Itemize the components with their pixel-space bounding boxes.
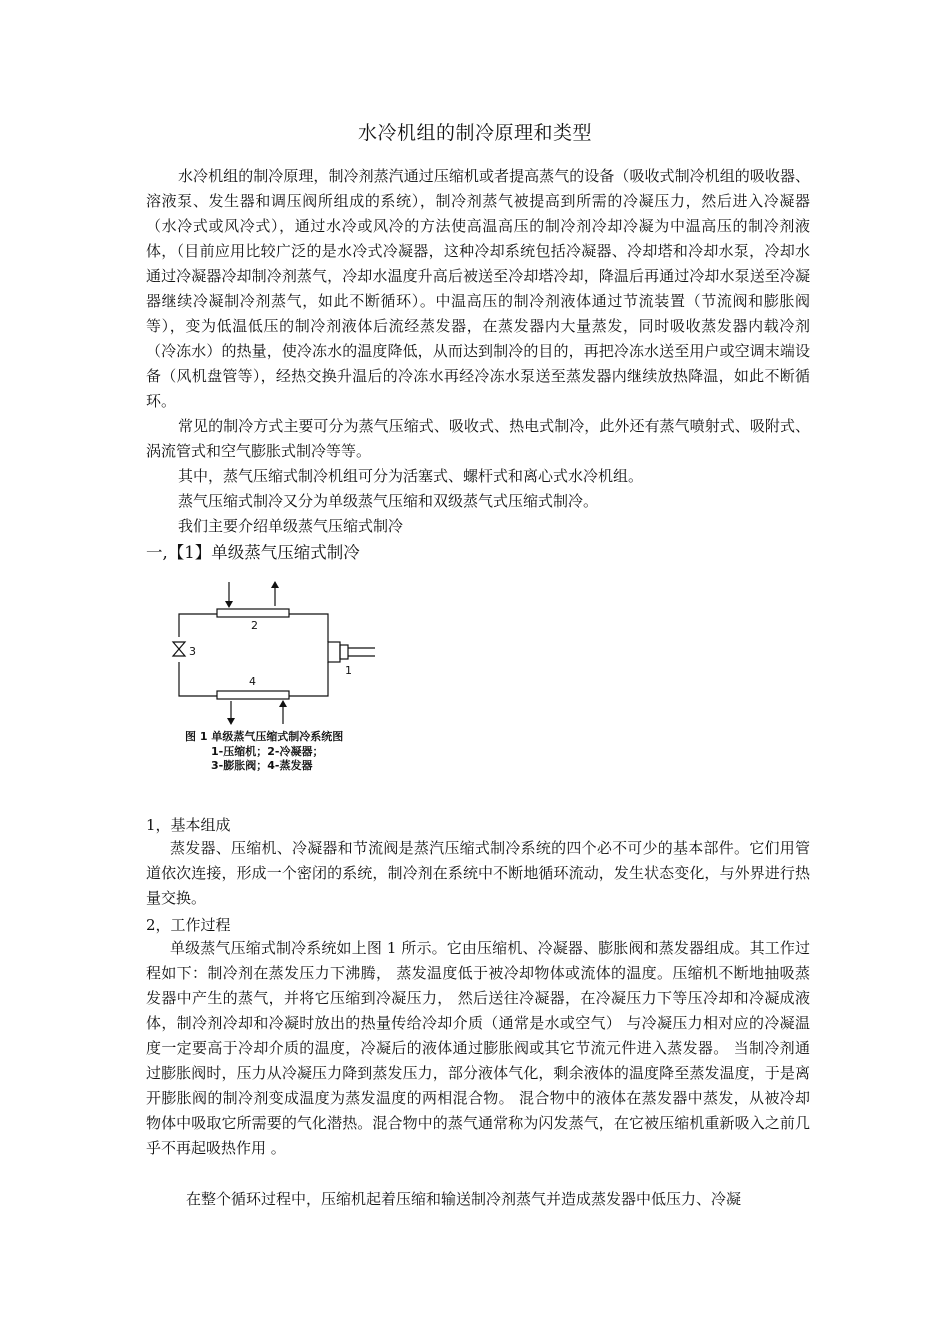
compressor-body bbox=[328, 642, 340, 662]
cycle-paragraph: 在整个循环过程中，压缩机起着压缩和输送制冷剂蒸气并造成蒸发器中低压力、冷凝 bbox=[186, 1190, 742, 1208]
subsection-heading-process: 2，工作过程 bbox=[146, 916, 231, 934]
intro-paragraph-types: 其中，蒸气压缩式制冷机组可分为活塞式、螺杆式和离心式水冷机组。 bbox=[178, 467, 644, 485]
diagram-caption-line1: 图 1 单级蒸气压缩式制冷系统图 bbox=[185, 730, 344, 743]
cycle-section bbox=[146, 1187, 810, 1212]
condenser-shape bbox=[217, 609, 289, 617]
subsection-heading-composition: 1，基本组成 bbox=[146, 816, 231, 834]
compressor-piston bbox=[340, 645, 348, 659]
pipe-left-bottom bbox=[179, 662, 217, 696]
intro-paragraph-methods: 常见的制冷方式主要可分为蒸气压缩式、吸收式、热电式制冷，此外还有蒸气喷射式、吸附式、涡流管式和空气膨胀式制冷等等。 bbox=[146, 417, 810, 460]
intro-section bbox=[146, 164, 810, 539]
section-heading: 一,【1】单级蒸气压缩式制冷 bbox=[146, 543, 360, 562]
pipe-left-top bbox=[179, 614, 217, 637]
diagram-label-1: 1 bbox=[345, 664, 352, 677]
pipe-right-top bbox=[289, 614, 328, 642]
process-section bbox=[146, 936, 810, 1161]
diagram-label-4: 4 bbox=[249, 675, 256, 688]
diagram-caption-line3: 3-膨胀阀；4-蒸发器 bbox=[211, 759, 313, 772]
refrigeration-diagram bbox=[165, 572, 395, 782]
page-title: 水冷机组的制冷原理和类型 bbox=[357, 122, 592, 144]
expansion-valve-shape bbox=[173, 642, 185, 656]
intro-paragraph-stages: 蒸气压缩式制冷又分为单级蒸气压缩和双级蒸气式压缩式制冷。 bbox=[178, 492, 599, 510]
diagram-label-3: 3 bbox=[189, 645, 196, 658]
intro-paragraph-principle: 水冷机组的制冷原理，制冷剂蒸汽通过压缩机或者提高蒸气的设备（吸收式制冷机组的吸收器、溶液泵、发生器和调压阀所组成的系统），制冷剂蒸气被提高到所需的冷凝压力，然后进入冷凝器（水冷式或风冷式），通过水冷或风冷的方法使高温高压的制冷剂冷却冷凝为中温高压的制冷剂液体，（目前应用比较广泛的是水冷式冷凝器，这种冷却系统包括冷凝器、冷却塔和冷却水泵，冷却水通过冷凝器冷却制冷剂蒸气，冷却水温度升高后被送至冷却塔冷却，降温后再通过冷却水泵送至冷凝器继续冷凝制冷剂蒸气，如此不断循环）。中温高压的制冷剂液体通过节流装置（节流阀和膨胀阀等），变为低温低压的制冷剂液体后流经蒸发器，在蒸发器内大量蒸发，同时吸收蒸发器内载冷剂（冷冻水）的热量，使冷冻水的温度降低，从而达到制冷的目的，再把冷冻水送至用户或空调末端设备（风机盘管等），经热交换升温后的冷冻水再经冷冻水泵送至蒸发器内继续放热降温，如此不断循环。 bbox=[146, 167, 810, 410]
diagram-caption-line2: 1-压缩机；2-冷凝器； bbox=[211, 745, 324, 758]
composition-section bbox=[146, 836, 810, 911]
process-paragraph: 单级蒸气压缩式制冷系统如上图 1 所示。它由压缩机、冷凝器、膨胀阀和蒸发器组成。其工作过程如下：制冷剂在蒸发压力下沸腾， 蒸发温度低于被冷却物体或流体的温度。压缩机不断地抽吸蒸发器中产生的蒸气，并将它压缩到冷凝压力， 然后送往冷凝器，在冷凝压力下等压冷却和冷凝成液体，制冷剂冷却和冷凝时放出的热量传给冷却介质（通常是水或空气） 与冷凝压力相对应的冷凝温度一定要高于冷却介质的温度，冷凝后的液体通过膨胀阀或其它节流元件进入蒸发器。 当制冷剂通过膨胀阀时，压力从冷凝压力降到蒸发压力，部分液体气化，剩余液体的温度降至蒸发温度，于是离开膨胀阀的制冷剂变成温度为蒸发温度的两相混合物。 混合物中的液体在蒸发器中蒸发，从被冷却物体中吸取它所需要的气化潜热。混合物中的蒸气通常称为闪发蒸气，在它被压缩机重新吸入之前几乎不再起吸热作用 。 bbox=[146, 939, 810, 1157]
pipe-right-bottom bbox=[289, 662, 328, 696]
composition-paragraph: 蒸发器、压缩机、冷凝器和节流阀是蒸汽压缩式制冷系统的四个必不可少的基本部件。它们用管道依次连接，形成一个密闭的系统，制冷剂在系统中不断地循环流动，发生状态变化，与外界进行热量交换。 bbox=[146, 839, 810, 907]
evaporator-shape bbox=[217, 691, 289, 699]
diagram-label-2: 2 bbox=[251, 619, 258, 632]
intro-paragraph-focus: 我们主要介绍单级蒸气压缩式制冷 bbox=[178, 517, 404, 535]
